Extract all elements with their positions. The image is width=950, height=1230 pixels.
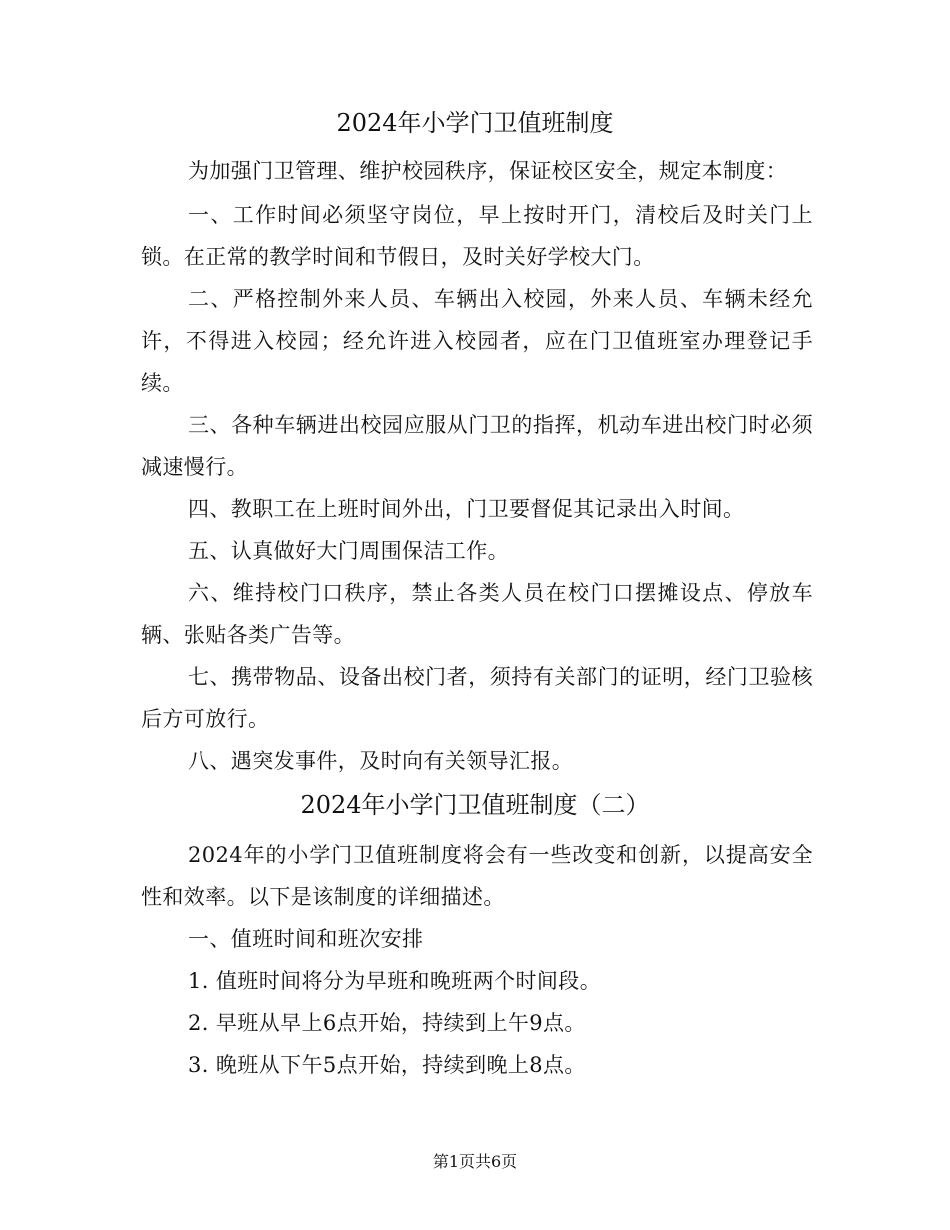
paragraph-2-4: 2. 早班从早上6点开始，持续到上午9点。 xyxy=(188,1011,586,1035)
paragraph-1: 一、工作时间必须坚守岗位，早上按时开门，清校后及时关门上锁。在正常的教学时间和节假日，及时关好学校大门。 xyxy=(141,203,813,269)
paragraph-8: 八、遇突发事件，及时向有关领导汇报。 xyxy=(188,749,574,773)
paragraph-7: 七、携带物品、设备出校门者，须持有关部门的证明，经门卫验核后方可放行。 xyxy=(141,665,813,731)
document-title: 2024年小学门卫值班制度 xyxy=(336,109,614,137)
paragraph-2: 二、严格控制外来人员、车辆出入校园，外来人员、车辆未经允许，不得进入校园；经允许进入校园者，应在门卫值班室办理登记手续。 xyxy=(141,287,813,395)
paragraph-intro: 为加强门卫管理、维护校园秩序，保证校区安全，规定本制度： xyxy=(188,159,788,183)
section-title-2: 2024年小学门卫值班制度（二） xyxy=(300,791,650,819)
paragraph-2-1: 2024年的小学门卫值班制度将会有一些改变和创新，以提高安全性和效率。以下是该制度的详细描述。 xyxy=(141,843,813,909)
paragraph-4: 四、教职工在上班时间外出，门卫要督促其记录出入时间。 xyxy=(188,497,745,521)
paragraph-5: 五、认真做好大门周围保洁工作。 xyxy=(188,539,509,563)
paragraph-2-3: 1. 值班时间将分为早班和晚班两个时间段。 xyxy=(188,969,602,993)
paragraph-3: 三、各种车辆进出校园应服从门卫的指挥，机动车进出校门时必须减速慢行。 xyxy=(141,413,813,479)
paragraph-6: 六、维持校门口秩序，禁止各类人员在校门口摆摊设点、停放车辆、张贴各类广告等。 xyxy=(141,581,813,647)
paragraph-2-5: 3. 晚班从下午5点开始，持续到晚上8点。 xyxy=(188,1053,586,1077)
paragraph-2-2: 一、值班时间和班次安排 xyxy=(188,927,424,951)
page-number-footer: 第1页共6页 xyxy=(432,1152,518,1171)
